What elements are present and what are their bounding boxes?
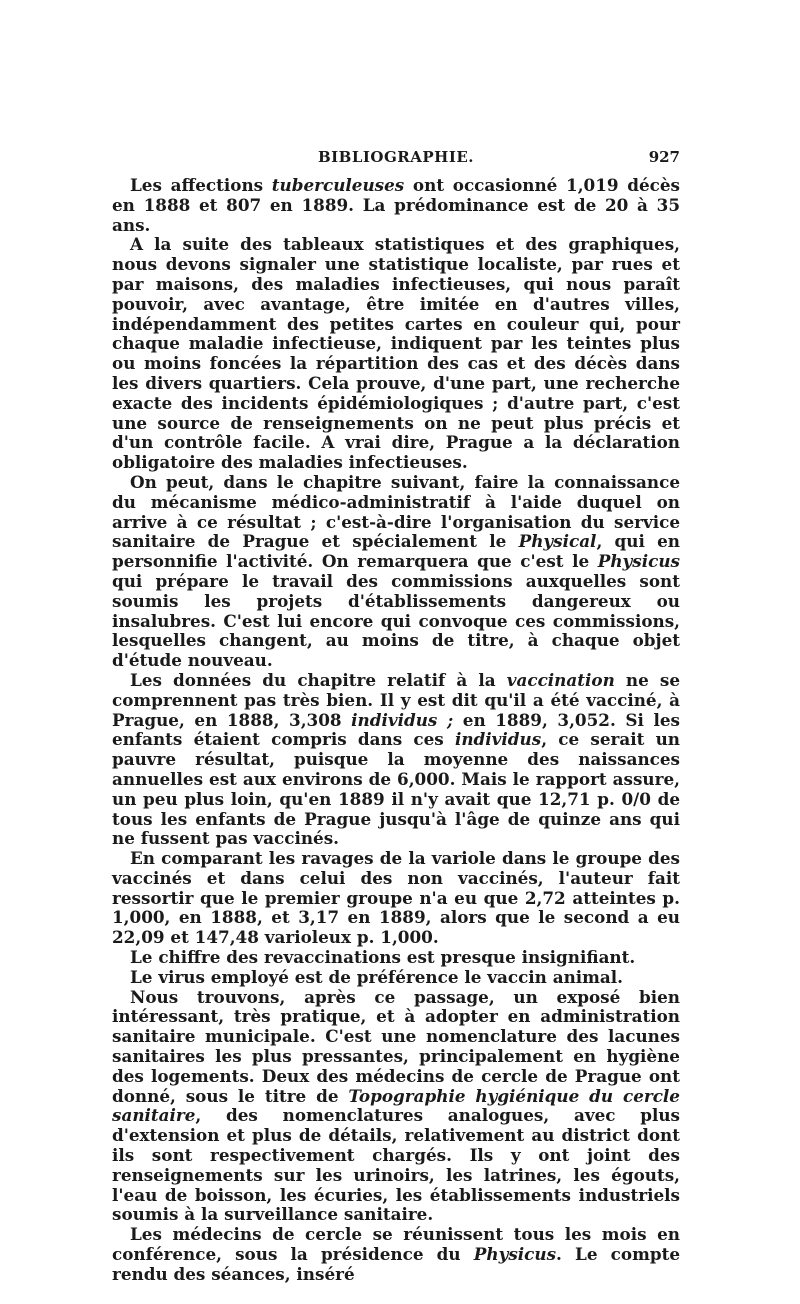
- text-run: Les médecins de cercle se réunissent tous les mois en conférence, sous la présidence du: [112, 1224, 680, 1265]
- text-run: On peut, dans le chapitre suivant, faire la connaissance du mécanisme médico-administratif à l'aide duquel on arrive à ce résultat ; c'est-à-dire l'organisation du service sanitaire de Prague et spécialement le: [112, 471, 680, 552]
- paragraph: [112, 849, 680, 948]
- paragraph: [112, 473, 680, 671]
- text-run: . Le compte rendu des séances, inséré: [112, 1244, 680, 1284]
- paragraph: [112, 176, 680, 235]
- italic-text-run: Topographie hygiénique du cercle sanitaire: [112, 1085, 680, 1126]
- text-run: Nous trouvons, après ce passage, un exposé bien intéressant, très pratique, et à adopter en administration sanitaire municipale. C'est une nomenclature des lacunes sanitaires les plus pressantes, principalement en hygiène des logements. Deux des médecins de cercle de Prague ont donné, sous le titre de: [112, 986, 680, 1106]
- text-run: , qui en personnifie l'activité. On remarquera que c'est le: [112, 531, 680, 572]
- running-title: BIBLIOGRAPHIE.: [317, 148, 475, 166]
- text-run: Le virus employé est de préférence le vaccin animal.: [130, 966, 624, 987]
- italic-text-run: Physicus: [597, 551, 680, 572]
- text-run: ont occasionné 1,019 décès en 1888 et 807 en 1889. La prédominance est de 20 à 35 ans.: [112, 175, 680, 235]
- text-run: Le chiffre des revaccinations est presque insignifiant.: [130, 947, 636, 968]
- text-run: Les données du chapitre relatif à la: [130, 669, 507, 690]
- paragraph: [112, 671, 680, 849]
- text-run: Les affections: [130, 175, 272, 195]
- paragraph: [112, 968, 680, 988]
- italic-text-run: Physicus: [473, 1244, 557, 1265]
- text-run: A la suite des tableaux statistiques et des graphiques, nous devons signaler une statistique localiste, par rues et par maisons, des maladies infectieuses, qui nous paraît pouvoir, avec avantage, être imitée en d'autres villes, indépendamment des petites cartes en couleur qui, pour chaque maladie infectieuse, indiquent par les teintes plus ou moins foncées la répartition des cas et des décès dans les divers quartiers. Cela prouve, d'une part, une recherche exacte des incidents épidémiologiques ; d'autre part, c'est une source de renseignements on ne peut plus précis et d'un contrôle facile. A vrai dire, Prague a la déclaration obligatoire des maladies infectieuses.: [112, 234, 680, 473]
- paragraph: [112, 948, 680, 968]
- italic-text-run: Physical: [518, 531, 597, 552]
- italic-text-run: vaccination: [506, 669, 615, 690]
- text-run: ne se comprennent pas très bien. Il y est dit qu'il a été vacciné, à Prague, en 1888, 3,308: [112, 669, 681, 730]
- italic-text-run: tuberculeuses: [271, 175, 405, 195]
- page-number: 927: [648, 148, 680, 166]
- paragraph: [112, 988, 680, 1226]
- text-run: qui prépare le travail des commissions auxquelles sont soumis les projets d'établissements dangereux ou insalubres. C'est lui encore qui convoque ces commissions, lesquelles changent, au moins de titre, à chaque objet d'étude nouveau.: [112, 570, 680, 671]
- italic-text-run: individus ;: [351, 709, 454, 730]
- italic-text-run: individus: [454, 729, 542, 750]
- text-run: , ce serait un pauvre résultat, puisque la moyenne des naissances annuelles est aux environs de 6,000. Mais le rapport assure, un peu plus loin, qu'en 1889 il n'y avait que 12,71 p. 0/0 de tous les enfants de Prague jusqu'à l'âge de quinze ans qui ne fussent pas vaccinés.: [112, 729, 680, 849]
- paragraph: [112, 1225, 680, 1284]
- text-run: en 1889, 3,052. Si les enfants étaient compris dans ces: [112, 709, 680, 750]
- text-run: En comparant les ravages de la variole dans le groupe des vaccinés et dans celui des non vaccinés, l'auteur fait ressortir que le premier groupe n'a eu que 2,72 atteintes p. 1,000, en 1888, et 3,17 en 1889, alors que le second a eu 22,09 et 147,48 varioleux p. 1,000.: [112, 848, 680, 948]
- paragraph: [112, 235, 680, 473]
- body-text: [112, 176, 680, 1285]
- page-header: [112, 148, 680, 174]
- text-run: , des nomenclatures analogues, avec plus d'extension et plus de détails, relativement au district dont ils sont respectivement chargés. Ils y ont joint des renseignements sur les urinoirs, les latrines, les égouts, l'eau de boisson, les écuries, les établissements industriels soumis à la surveillance sanitaire.: [112, 1105, 680, 1225]
